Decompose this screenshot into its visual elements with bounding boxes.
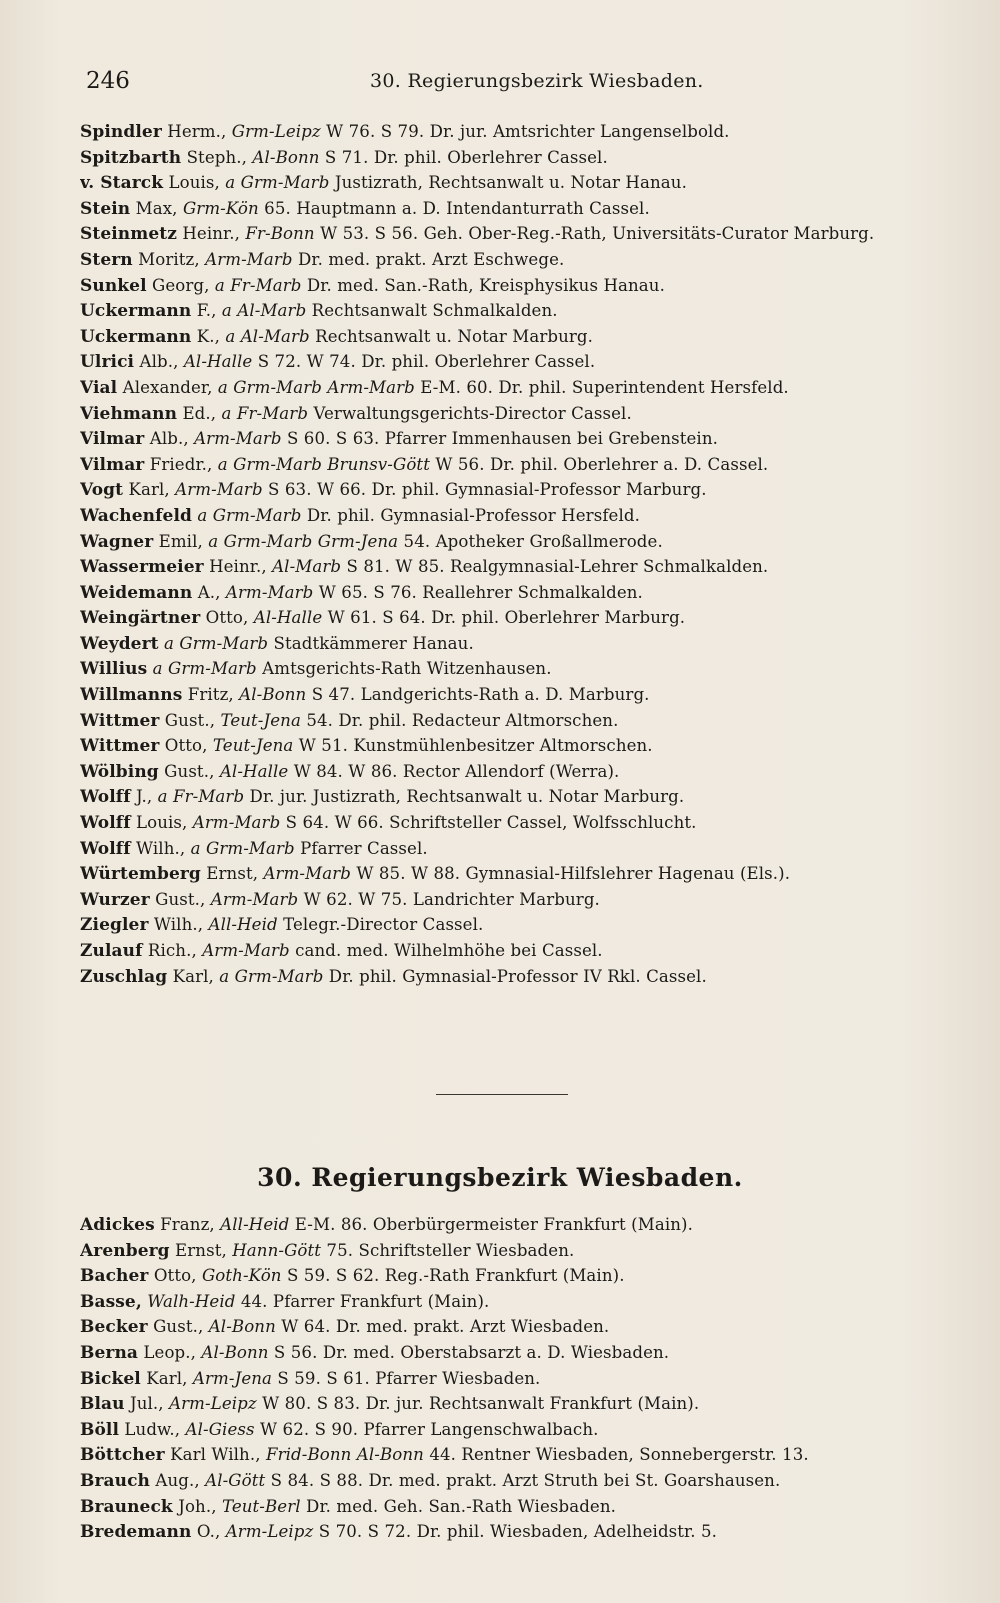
entry-given-name: Heinr., bbox=[209, 557, 267, 577]
entry-details: W 56. Dr. phil. Oberlehrer a. D. Cassel. bbox=[435, 454, 769, 474]
entry-association: Al-Gött bbox=[205, 1470, 266, 1490]
entry-name: Wittmer bbox=[80, 710, 160, 731]
entry-association: Al-Halle bbox=[183, 352, 253, 372]
entry-given-name: Gust., bbox=[153, 1317, 204, 1337]
list-item bbox=[80, 196, 960, 222]
entry-given-name: Wilh., bbox=[153, 915, 204, 935]
list-item bbox=[80, 1468, 960, 1494]
entry-given-name: Otto, bbox=[164, 736, 208, 756]
entry-association: Al-Bonn bbox=[208, 1317, 276, 1337]
entry-name: Uckermann bbox=[80, 301, 192, 322]
entry-association: a Fr-Marb bbox=[157, 787, 245, 807]
entry-association: Arm-Marb bbox=[194, 429, 282, 449]
entry-details: S 72. W 74. Dr. phil. Oberlehrer Cassel. bbox=[257, 352, 596, 372]
entry-name: Bickel bbox=[80, 1368, 141, 1389]
list-item bbox=[80, 631, 960, 657]
entry-given-name: Alexander, bbox=[122, 377, 213, 397]
entry-details: Rechtsanwalt u. Notar Marburg. bbox=[315, 326, 594, 346]
entry-name: Ulrici bbox=[80, 352, 135, 373]
entry-given-name: Georg, bbox=[152, 275, 210, 295]
entry-association: Al-Bonn bbox=[201, 1342, 269, 1362]
entry-given-name: Aug., bbox=[155, 1470, 200, 1490]
entry-association: Al-Bonn bbox=[252, 147, 320, 167]
list-item bbox=[80, 1417, 960, 1443]
entry-association: Al-Bonn bbox=[239, 685, 307, 705]
entry-association: Hann-Gött bbox=[232, 1240, 322, 1260]
entry-details: E-M. 60. Dr. phil. Superintendent Hersfeld. bbox=[420, 377, 789, 397]
entry-association: Al-Marb bbox=[272, 557, 342, 577]
entry-name: Wurzer bbox=[80, 889, 150, 910]
entry-given-name: Friedr., bbox=[149, 454, 213, 474]
entry-given-name: Max, bbox=[135, 198, 178, 218]
entry-name: Vogt bbox=[80, 480, 124, 501]
entry-given-name: Ed., bbox=[182, 403, 217, 423]
entry-details: 54. Dr. phil. Redacteur Altmorschen. bbox=[306, 710, 619, 730]
list-item bbox=[80, 759, 960, 785]
list-item bbox=[80, 298, 960, 324]
entry-association: Walh-Heid bbox=[147, 1291, 236, 1311]
entry-given-name: Jul., bbox=[129, 1394, 164, 1414]
entry-details: W 61. S 64. Dr. phil. Oberlehrer Marburg. bbox=[327, 608, 686, 628]
entry-given-name: Karl, bbox=[146, 1368, 188, 1388]
list-item bbox=[80, 145, 960, 171]
entry-name: Adickes bbox=[80, 1215, 155, 1235]
list-item bbox=[80, 938, 960, 964]
entry-name: Stern bbox=[80, 249, 133, 270]
entry-association: Arm-Marb bbox=[192, 813, 281, 833]
entry-association: a Grm-Marb Arm-Marb bbox=[217, 377, 415, 397]
entry-details: Pfarrer Cassel. bbox=[300, 838, 428, 858]
entry-association: Arm-Leipz bbox=[169, 1394, 257, 1414]
list-item bbox=[80, 1442, 960, 1468]
list-item bbox=[80, 708, 960, 734]
entry-details: Dr. med. prakt. Arzt Eschwege. bbox=[298, 249, 565, 269]
list-item bbox=[80, 1366, 960, 1392]
entry-given-name: Karl, bbox=[172, 966, 214, 986]
entry-name: Vilmar bbox=[80, 454, 145, 475]
entry-name: Arenberg bbox=[80, 1240, 170, 1261]
list-item bbox=[80, 375, 960, 401]
entry-name: Weingärtner bbox=[80, 608, 201, 629]
entry-association: Al-Halle bbox=[253, 608, 323, 628]
list-item bbox=[80, 247, 960, 273]
entry-details: cand. med. Wilhelmhöhe bei Cassel. bbox=[295, 941, 603, 960]
list-item bbox=[80, 1314, 960, 1340]
entry-name: Bacher bbox=[80, 1266, 149, 1287]
entry-association: Al-Giess bbox=[185, 1419, 255, 1439]
entry-name: Willmanns bbox=[80, 685, 183, 706]
entry-name: Brauneck bbox=[80, 1496, 173, 1517]
list-item bbox=[80, 1238, 960, 1264]
entry-details: Dr. phil. Gymnasial-Professor Hersfeld. bbox=[306, 505, 640, 525]
entry-association: Teut-Jena bbox=[212, 736, 294, 756]
list-item bbox=[80, 529, 960, 555]
entry-details: W 85. W 88. Gymnasial-Hilfslehrer Hagenau (Els.). bbox=[356, 864, 791, 884]
entry-details: W 51. Kunstmühlenbesitzer Altmorschen. bbox=[298, 736, 653, 756]
entry-name: Zulauf bbox=[80, 941, 143, 961]
list-item bbox=[80, 682, 960, 708]
list-item bbox=[80, 477, 960, 503]
entry-name: Basse, bbox=[80, 1291, 142, 1312]
entry-association: a Al-Marb bbox=[225, 326, 310, 346]
list-item bbox=[80, 861, 960, 887]
entry-details: S 59. S 62. Reg.-Rath Frankfurt (Main). bbox=[286, 1266, 625, 1286]
entry-name: Weydert bbox=[80, 633, 159, 654]
running-title: 30. Regierungsbezirk Wiesbaden. bbox=[370, 70, 704, 92]
section-30-heading: 30. Regierungsbezirk Wiesbaden. bbox=[257, 1163, 743, 1192]
entry-given-name: F., bbox=[196, 301, 217, 321]
list-item bbox=[80, 580, 960, 606]
entry-association: Grm-Leipz bbox=[231, 122, 321, 141]
entry-name: Wolff bbox=[80, 787, 131, 808]
entry-association: Arm-Marb bbox=[225, 582, 314, 602]
entry-details: Telegr.-Director Cassel. bbox=[283, 915, 484, 935]
entry-name: Sunkel bbox=[80, 275, 147, 296]
entry-association: Fr-Bonn bbox=[245, 224, 315, 244]
entry-name: Wassermeier bbox=[80, 557, 204, 578]
entry-name: Stein bbox=[80, 198, 131, 219]
entry-association: a Grm-Marb bbox=[152, 659, 257, 679]
entry-details: W 84. W 86. Rector Allendorf (Werra). bbox=[293, 761, 620, 781]
entry-name: Becker bbox=[80, 1317, 148, 1338]
entry-association: a Al-Marb bbox=[221, 301, 307, 321]
entry-given-name: Ludw., bbox=[124, 1419, 181, 1439]
list-item bbox=[80, 503, 960, 529]
entry-given-name: Gust., bbox=[155, 889, 206, 909]
entry-given-name: Karl, bbox=[128, 480, 170, 500]
entry-given-name: Louis, bbox=[136, 813, 188, 833]
entry-details: S 64. W 66. Schriftsteller Cassel, Wolfsschlucht. bbox=[285, 813, 697, 833]
entry-details: W 62. W 75. Landrichter Marburg. bbox=[303, 889, 600, 909]
list-item bbox=[80, 810, 960, 836]
entry-name: Würtemberg bbox=[80, 864, 201, 885]
entry-details: S 60. S 63. Pfarrer Immenhausen bei Grebenstein. bbox=[286, 429, 719, 449]
entry-given-name: Leop., bbox=[143, 1342, 197, 1362]
entry-association: Arm-Jena bbox=[192, 1368, 273, 1388]
entry-association: a Fr-Marb bbox=[214, 275, 302, 295]
entry-name: Willius bbox=[80, 659, 148, 680]
entry-given-name: Ernst, bbox=[206, 864, 259, 884]
list-item bbox=[80, 324, 960, 350]
entry-details: W 53. S 56. Geh. Ober-Reg.-Rath, Universitäts-Curator Marburg. bbox=[320, 224, 875, 244]
list-item bbox=[80, 1340, 960, 1366]
entry-association: Arm-Marb bbox=[202, 941, 290, 960]
entry-association: Arm-Marb bbox=[210, 889, 299, 909]
entry-given-name: Steph., bbox=[186, 147, 247, 167]
entry-details: Dr. med. Geh. San.-Rath Wiesbaden. bbox=[306, 1496, 617, 1516]
entry-name: Wagner bbox=[80, 531, 154, 552]
entry-given-name: J., bbox=[136, 787, 153, 807]
entry-name: Wachenfeld bbox=[80, 505, 192, 526]
entry-name: Spitzbarth bbox=[80, 147, 182, 168]
entry-given-name: Louis, bbox=[168, 173, 220, 193]
entry-details: 44. Pfarrer Frankfurt (Main). bbox=[240, 1291, 490, 1311]
entry-association: Arm-Marb bbox=[205, 249, 293, 269]
entry-given-name: Alb., bbox=[149, 429, 189, 449]
list-item bbox=[80, 784, 960, 810]
entry-name: Vilmar bbox=[80, 429, 145, 450]
entry-association: a Grm-Marb bbox=[164, 633, 269, 653]
entry-details: Dr. med. San.-Rath, Kreisphysikus Hanau. bbox=[306, 275, 665, 295]
entry-name: Wölbing bbox=[80, 761, 159, 782]
entry-name: Uckermann bbox=[80, 326, 192, 347]
list-item bbox=[80, 1289, 960, 1315]
list-item bbox=[80, 1494, 960, 1520]
entry-name: Spindler bbox=[80, 122, 162, 142]
entry-details: S 63. W 66. Dr. phil. Gymnasial-Professor Marburg. bbox=[268, 480, 707, 500]
entry-name: Böttcher bbox=[80, 1445, 165, 1466]
list-item bbox=[80, 452, 960, 478]
entry-given-name: Otto, bbox=[205, 608, 249, 628]
list-item bbox=[80, 1391, 960, 1417]
list-item bbox=[80, 887, 960, 913]
entry-details: S 81. W 85. Realgymnasial-Lehrer Schmalkalden. bbox=[346, 557, 769, 577]
entry-details: W 62. S 90. Pfarrer Langenschwalbach. bbox=[260, 1419, 599, 1439]
entry-details: S 71. Dr. phil. Oberlehrer Cassel. bbox=[324, 147, 608, 167]
entry-details: Dr. jur. Justizrath, Rechtsanwalt u. Notar Marburg. bbox=[249, 787, 685, 807]
entry-name: Vial bbox=[80, 377, 118, 398]
list-item bbox=[80, 836, 960, 862]
list-item bbox=[80, 733, 960, 759]
list-item bbox=[80, 349, 960, 375]
entry-details: E-M. 86. Oberbürgermeister Frankfurt (Main). bbox=[294, 1215, 693, 1234]
entry-association: All-Heid bbox=[220, 1215, 290, 1234]
entry-name: Blau bbox=[80, 1394, 125, 1415]
entry-association: Arm-Leipz bbox=[225, 1522, 314, 1542]
entry-association: Arm-Marb bbox=[263, 864, 351, 884]
entry-association: a Grm-Marb bbox=[197, 505, 302, 525]
entry-given-name: Karl Wilh., bbox=[170, 1445, 261, 1465]
entry-association: a Grm-Marb bbox=[219, 966, 324, 986]
entry-name: v. Starck bbox=[80, 173, 164, 194]
entry-given-name: O., bbox=[196, 1522, 221, 1542]
entry-details: W 80. S 83. Dr. jur. Rechtsanwalt Frankfurt (Main). bbox=[262, 1394, 700, 1414]
entry-given-name: Gust., bbox=[164, 710, 216, 730]
entry-details: S 59. S 61. Pfarrer Wiesbaden. bbox=[277, 1368, 541, 1388]
page-number: 246 bbox=[86, 68, 130, 94]
entry-given-name: Gust., bbox=[164, 761, 215, 781]
entry-name: Brauch bbox=[80, 1470, 151, 1491]
entry-given-name: Otto, bbox=[153, 1266, 197, 1286]
entry-name: Böll bbox=[80, 1419, 120, 1440]
page-header bbox=[86, 68, 940, 98]
entry-details: Verwaltungsgerichts-Director Cassel. bbox=[313, 403, 632, 423]
entry-details: Dr. phil. Gymnasial-Professor IV Rkl. Cassel. bbox=[328, 966, 707, 986]
list-item bbox=[80, 656, 960, 682]
list-item bbox=[80, 1212, 960, 1238]
entry-association: a Grm-Marb Brunsv-Gött bbox=[217, 454, 430, 474]
entry-name: Steinmetz bbox=[80, 224, 177, 245]
list-item bbox=[80, 273, 960, 299]
entry-association: Teut-Jena bbox=[220, 710, 301, 730]
entry-details: S 56. Dr. med. Oberstabsarzt a. D. Wiesbaden. bbox=[273, 1342, 670, 1362]
entry-details: S 47. Landgerichts-Rath a. D. Marburg. bbox=[311, 685, 650, 705]
entry-details: Rechtsanwalt Schmalkalden. bbox=[311, 301, 558, 321]
entry-details: W 65. S 76. Reallehrer Schmalkalden. bbox=[318, 582, 643, 602]
entry-name: Wittmer bbox=[80, 736, 160, 757]
entry-given-name: Moritz, bbox=[138, 249, 200, 269]
entry-details: 44. Rentner Wiesbaden, Sonnebergerstr. 13. bbox=[429, 1445, 809, 1465]
entry-given-name: Heinr., bbox=[182, 224, 241, 244]
entry-association: All-Heid bbox=[208, 915, 278, 935]
entry-association: a Grm-Marb bbox=[225, 173, 330, 193]
entry-association: Grm-Kön bbox=[182, 198, 259, 218]
list-item bbox=[80, 554, 960, 580]
entry-name: Berna bbox=[80, 1342, 139, 1363]
entry-details: 65. Hauptmann a. D. Intendanturrath Cassel. bbox=[264, 198, 650, 218]
entry-association: Al-Halle bbox=[219, 761, 289, 781]
entry-given-name: A., bbox=[197, 582, 221, 602]
entry-details: W 64. Dr. med. prakt. Arzt Wiesbaden. bbox=[281, 1317, 610, 1337]
list-item bbox=[80, 964, 960, 990]
entry-given-name: Joh., bbox=[178, 1496, 217, 1516]
entry-association: Frid-Bonn Al-Bonn bbox=[265, 1445, 424, 1465]
section-29-list bbox=[80, 119, 960, 989]
entry-association: Arm-Marb bbox=[175, 480, 263, 500]
list-item bbox=[80, 401, 960, 427]
entry-given-name: Franz, bbox=[160, 1215, 215, 1234]
entry-given-name: K., bbox=[196, 326, 220, 346]
entry-details: W 76. S 79. Dr. jur. Amtsrichter Langenselbold. bbox=[326, 122, 730, 141]
list-item bbox=[80, 426, 960, 452]
entry-given-name: Herm., bbox=[167, 122, 227, 141]
entry-name: Ziegler bbox=[80, 915, 149, 936]
list-item bbox=[80, 1263, 960, 1289]
entry-given-name: Alb., bbox=[139, 352, 179, 372]
list-item bbox=[80, 912, 960, 938]
entry-name: Viehmann bbox=[80, 403, 178, 424]
entry-details: 54. Apotheker Großallmerode. bbox=[403, 531, 663, 551]
entry-details: Stadtkämmerer Hanau. bbox=[273, 633, 474, 653]
list-item bbox=[80, 605, 960, 631]
list-item bbox=[80, 119, 960, 145]
entry-given-name: Emil, bbox=[158, 531, 203, 551]
entry-details: Amtsgerichts-Rath Witzenhausen. bbox=[262, 659, 552, 679]
entry-details: 75. Schriftsteller Wiesbaden. bbox=[326, 1240, 575, 1260]
section-30-list bbox=[80, 1212, 960, 1545]
entry-details: S 84. S 88. Dr. med. prakt. Arzt Struth bei St. Goarshausen. bbox=[270, 1470, 781, 1490]
entry-given-name: Wilh., bbox=[136, 838, 186, 858]
entry-name: Bredemann bbox=[80, 1522, 192, 1543]
entry-name: Wolff bbox=[80, 813, 131, 834]
entry-name: Zuschlag bbox=[80, 966, 168, 987]
entry-details: Justizrath, Rechtsanwalt u. Notar Hanau. bbox=[334, 173, 687, 193]
entry-association: Goth-Kön bbox=[201, 1266, 282, 1286]
entry-association: Teut-Berl bbox=[221, 1496, 301, 1516]
entry-association: a Grm-Marb Grm-Jena bbox=[208, 531, 399, 551]
entry-details: S 70. S 72. Dr. phil. Wiesbaden, Adelheidstr. 5. bbox=[318, 1522, 718, 1542]
entry-association: a Fr-Marb bbox=[221, 403, 309, 423]
entry-given-name: Ernst, bbox=[175, 1240, 227, 1260]
list-item bbox=[80, 1519, 960, 1545]
entry-name: Wolff bbox=[80, 838, 131, 859]
entry-association: a Grm-Marb bbox=[190, 838, 295, 858]
section-divider bbox=[436, 1094, 568, 1095]
list-item bbox=[80, 221, 960, 247]
entry-name: Weidemann bbox=[80, 582, 193, 603]
entry-given-name: Fritz, bbox=[187, 685, 234, 705]
list-item bbox=[80, 170, 960, 196]
entry-given-name: Rich., bbox=[147, 941, 197, 960]
